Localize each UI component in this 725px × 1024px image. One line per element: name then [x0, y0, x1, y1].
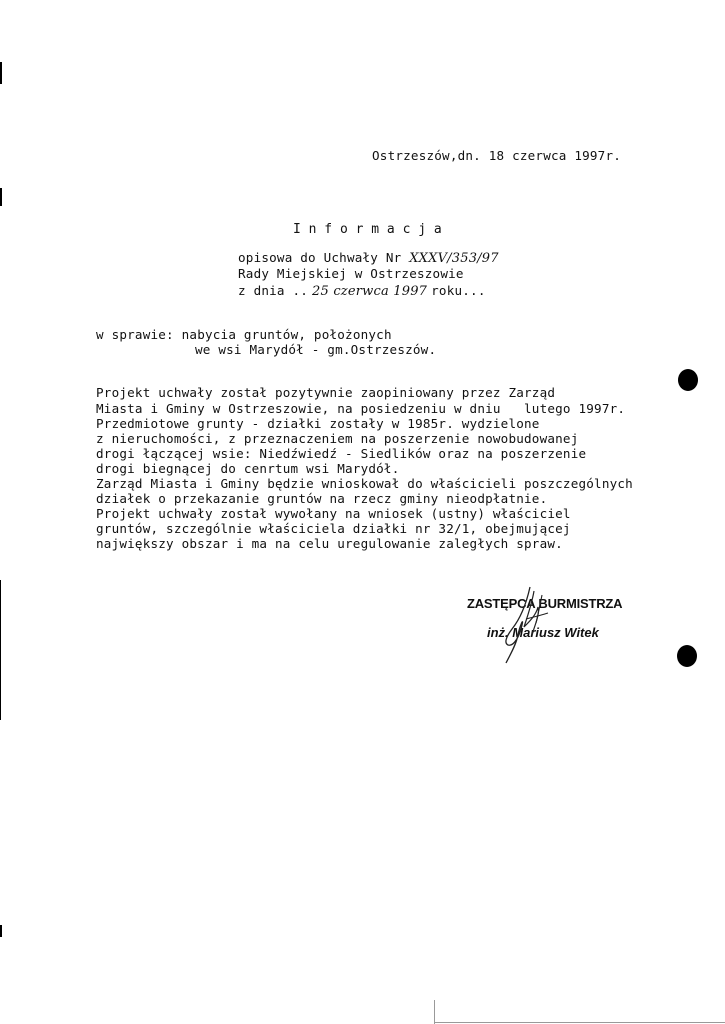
body-line: z nieruchomości, z przeznaczeniem na poszerzenie nowobudowanej: [96, 431, 579, 446]
handwritten-signature: [490, 585, 570, 665]
document-title: I n f o r m a c j a: [293, 222, 442, 237]
scan-corner-line: [434, 1000, 435, 1024]
subtitle-line-2: Rady Miejskiej w Ostrzeszowie: [238, 266, 464, 281]
subtitle-line-3: [238, 283, 486, 299]
signature-name: inż. Mariusz Witek: [487, 625, 599, 640]
handwritten-resolution-number: XXXV/353/97: [409, 251, 499, 266]
punch-hole-mark: [677, 645, 697, 667]
place-date: Ostrzeszów,dn. 18 czerwca 1997r.: [372, 148, 622, 163]
signature-title: ZASTĘPCA BURMISTRZA: [467, 596, 623, 611]
regarding-text-1: nabycia gruntów, położonych: [181, 327, 392, 342]
body-line: Zarząd Miasta i Gminy będzie wnioskował do właścicieli poszczególnych: [96, 476, 633, 491]
body-line: gruntów, szczególnie właściciela działki nr 32/1, obejmującej: [96, 521, 571, 536]
subtitle-prefix: opisowa do Uchwały Nr: [238, 250, 410, 265]
scan-edge-mark: [0, 62, 2, 84]
body-line: drogi biegnącej do cenrtum wsi Marydół.: [96, 461, 400, 476]
regarding-line-1: [96, 327, 392, 342]
regarding-text-2: we wsi Marydół - gm.Ostrzeszów.: [195, 342, 437, 357]
body-line: Projekt uchwały został pozytywnie zaopiniowany przez Zarząd: [96, 385, 556, 400]
regarding-label: w sprawie:: [96, 327, 174, 342]
subtitle-date-suffix: roku...: [431, 283, 486, 298]
body-line: Miasta i Gminy w Ostrzeszowie, na posiedzeniu w dniu lutego 1997r.: [96, 401, 626, 416]
subtitle-date-prefix: z dnia ..: [238, 283, 309, 298]
scan-edge-mark: [0, 925, 2, 937]
handwritten-date: 25 czerwca 1997: [312, 284, 428, 299]
body-line: największy obszar i ma na celu uregulowanie zaległych spraw.: [96, 536, 563, 551]
body-line: Projekt uchwały został wywołany na wniosek (ustny) właściciel: [96, 506, 571, 521]
scan-edge-mark: [0, 188, 2, 206]
body-line: Przedmiotowe grunty - działki zostały w 1985r. wydzielone: [96, 416, 540, 431]
scan-edge-mark: [0, 580, 1, 720]
body-line: działek o przekazanie gruntów na rzecz gminy nieodpłatnie.: [96, 491, 548, 506]
punch-hole-mark: [678, 369, 698, 391]
subtitle-line-1: [238, 250, 499, 266]
scan-corner-line: [435, 1022, 725, 1023]
body-line: drogi łączącej wsie: Niedźwiedź - Siedlików oraz na poszerzenie: [96, 446, 587, 461]
